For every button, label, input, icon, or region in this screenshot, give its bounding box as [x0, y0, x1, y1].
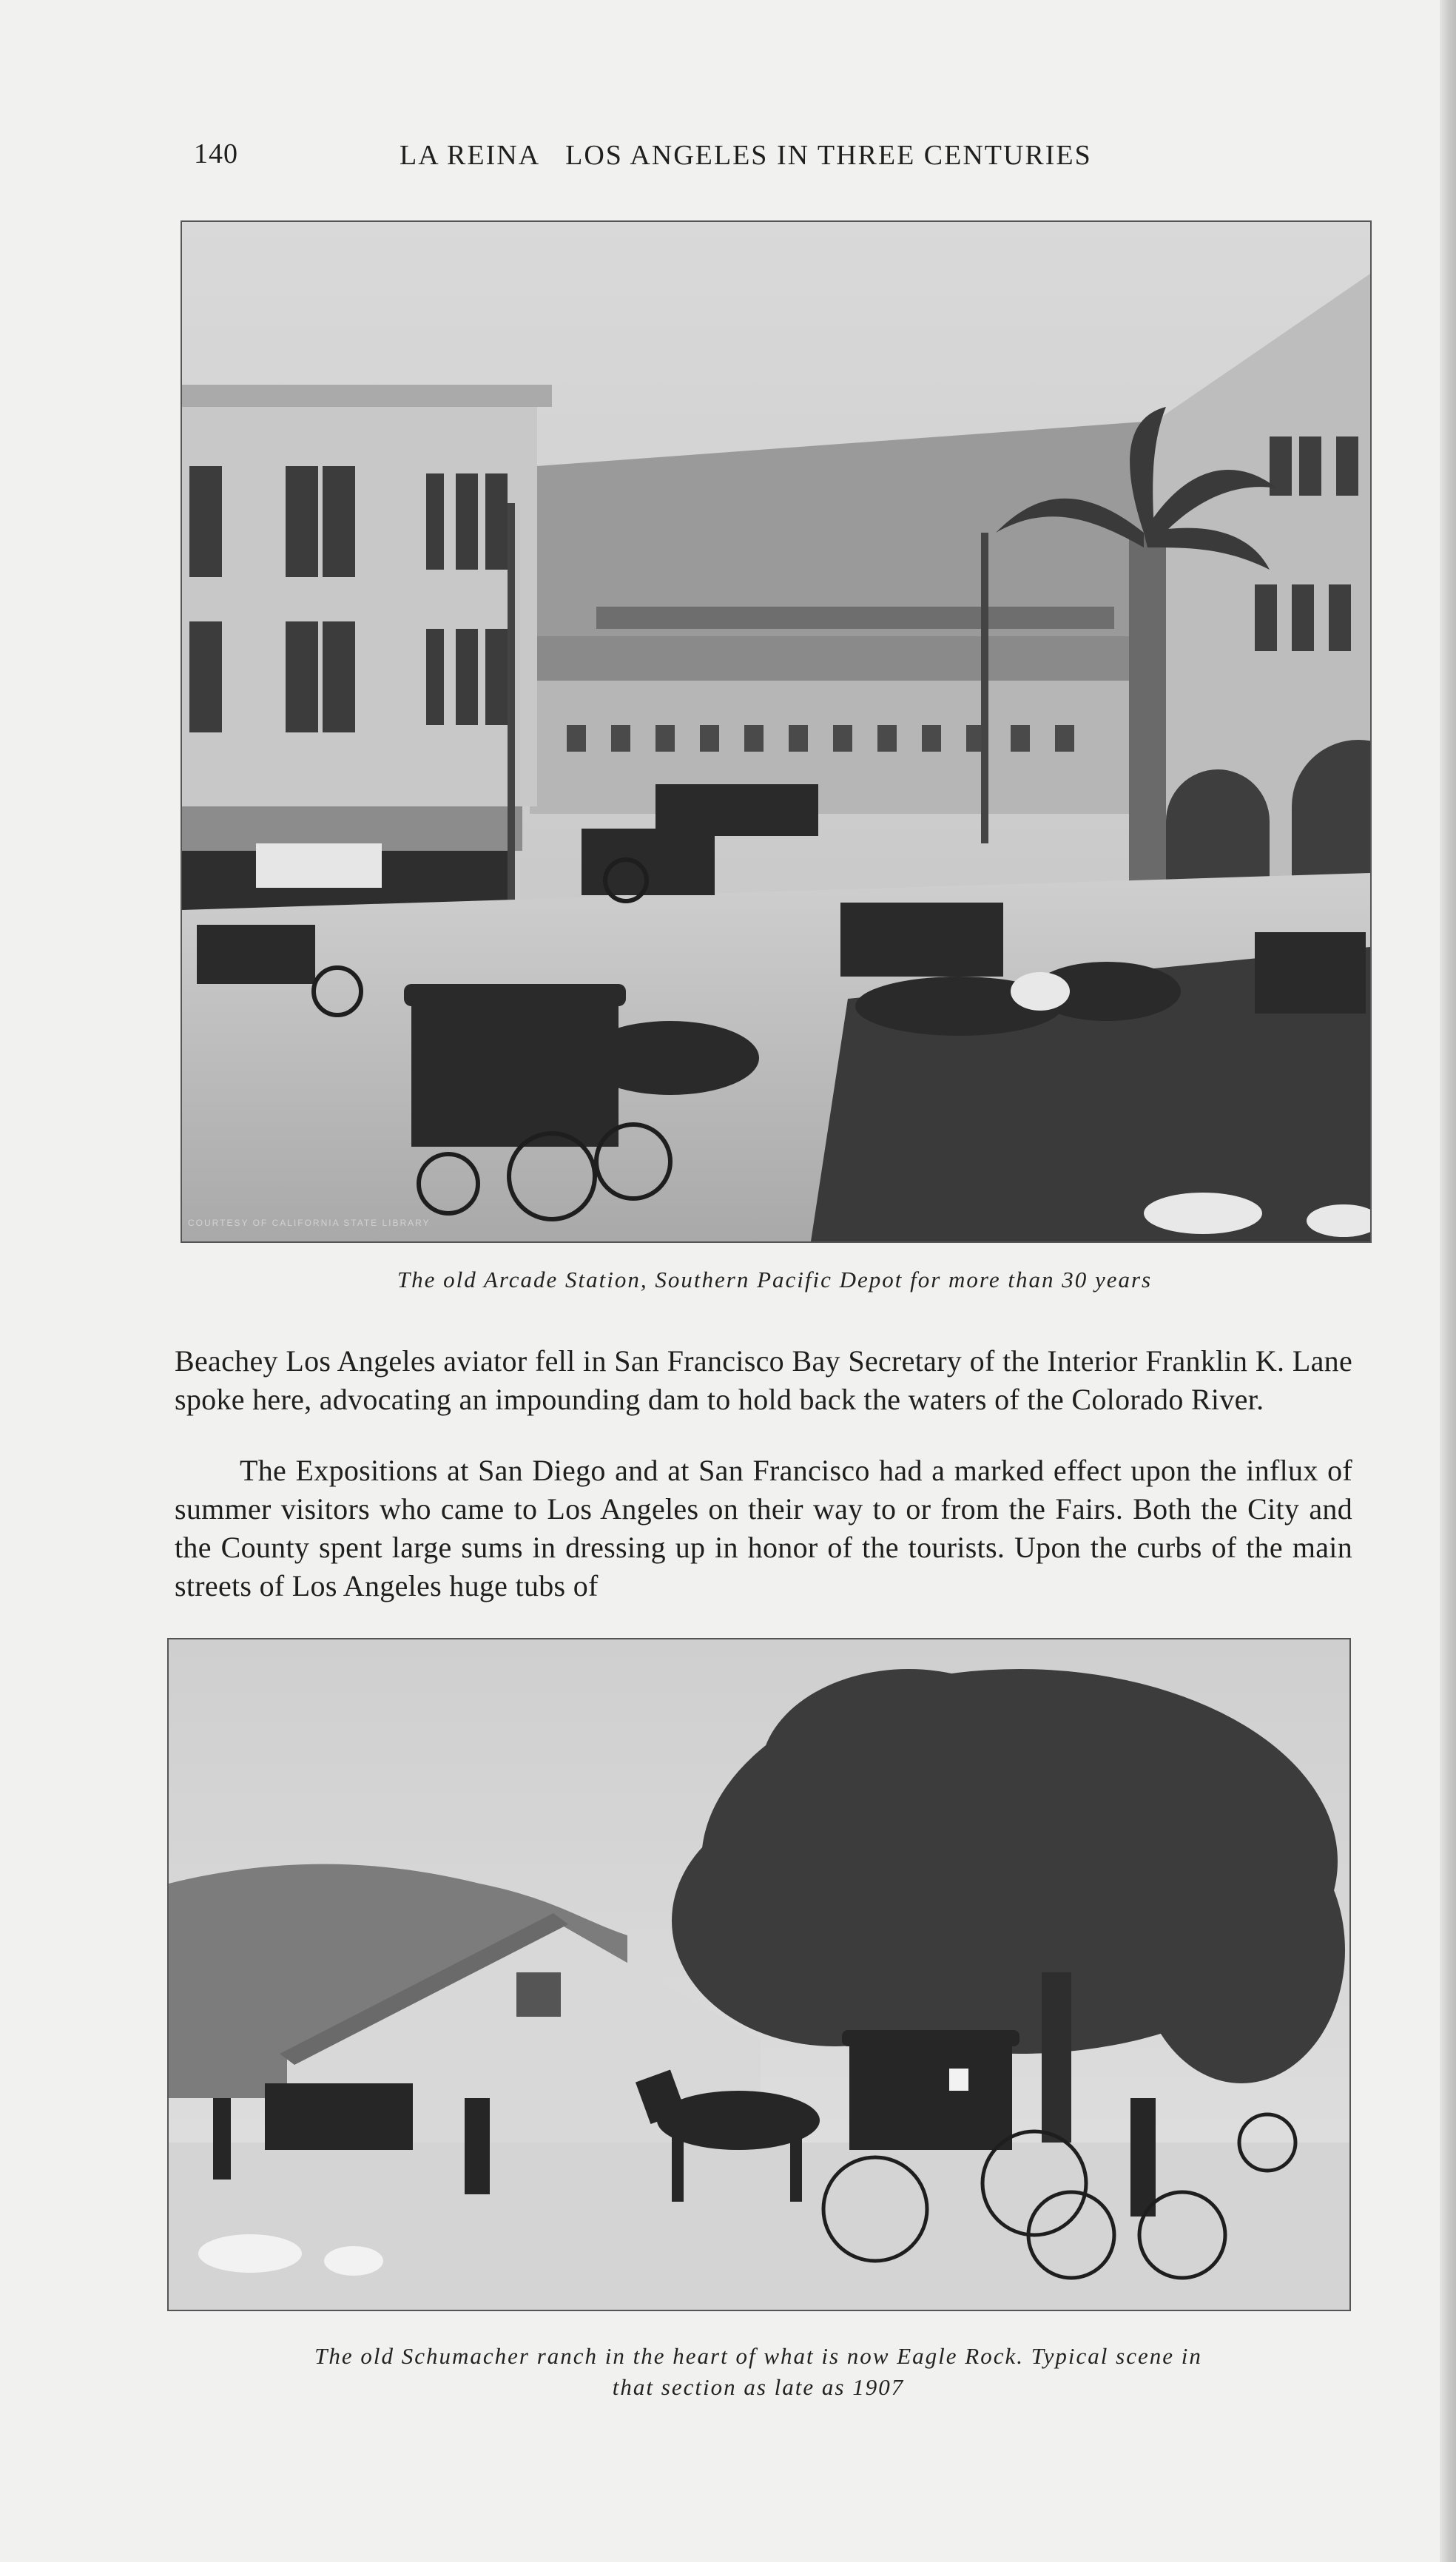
book-title: LA REINA [400, 140, 541, 171]
book-subtitle: LOS ANGELES IN THREE CENTURIES [565, 140, 1092, 171]
caption-line: The old Schumacher ranch in the heart of what is now Eagle Rock. Typical scene in [314, 2343, 1202, 2369]
page-edge [1440, 0, 1456, 2562]
paragraph-text: Beachey Los Angeles aviator fell in San Francisco Bay Secretary of the Interior Franklin K. Lane spoke here, advocating an impounding dam to hold back the waters of the Colorado River. [175, 1344, 1352, 1416]
photo-credit: COURTESY OF CALIFORNIA STATE LIBRARY [188, 1218, 431, 1228]
schumacher-ranch-caption [185, 2341, 1332, 2403]
page-header [0, 133, 1456, 185]
schumacher-ranch-photo [167, 1638, 1351, 2311]
body-paragraph [175, 1452, 1352, 1605]
page-number: 140 [194, 138, 238, 169]
body-paragraph [175, 1342, 1352, 1419]
arcade-station-image [182, 222, 1370, 1241]
arcade-station-photo [181, 220, 1372, 1243]
running-head [400, 139, 1092, 172]
caption-line: that section as late as 1907 [612, 2374, 905, 2400]
paragraph-text: The Expositions at San Diego and at San Francisco had a marked effect upon the influx of summer visitors who came to Los Angeles on their way to or from the Fairs. Both the City and the County spent large sums in dressing up in honor of the tourists. Upon the curbs of the main streets of Los Angeles huge tubs of [175, 1454, 1352, 1602]
arcade-station-caption: The old Arcade Station, Southern Pacific Depot for more than 30 years [397, 1267, 1153, 1292]
schumacher-ranch-image [169, 1639, 1349, 2310]
